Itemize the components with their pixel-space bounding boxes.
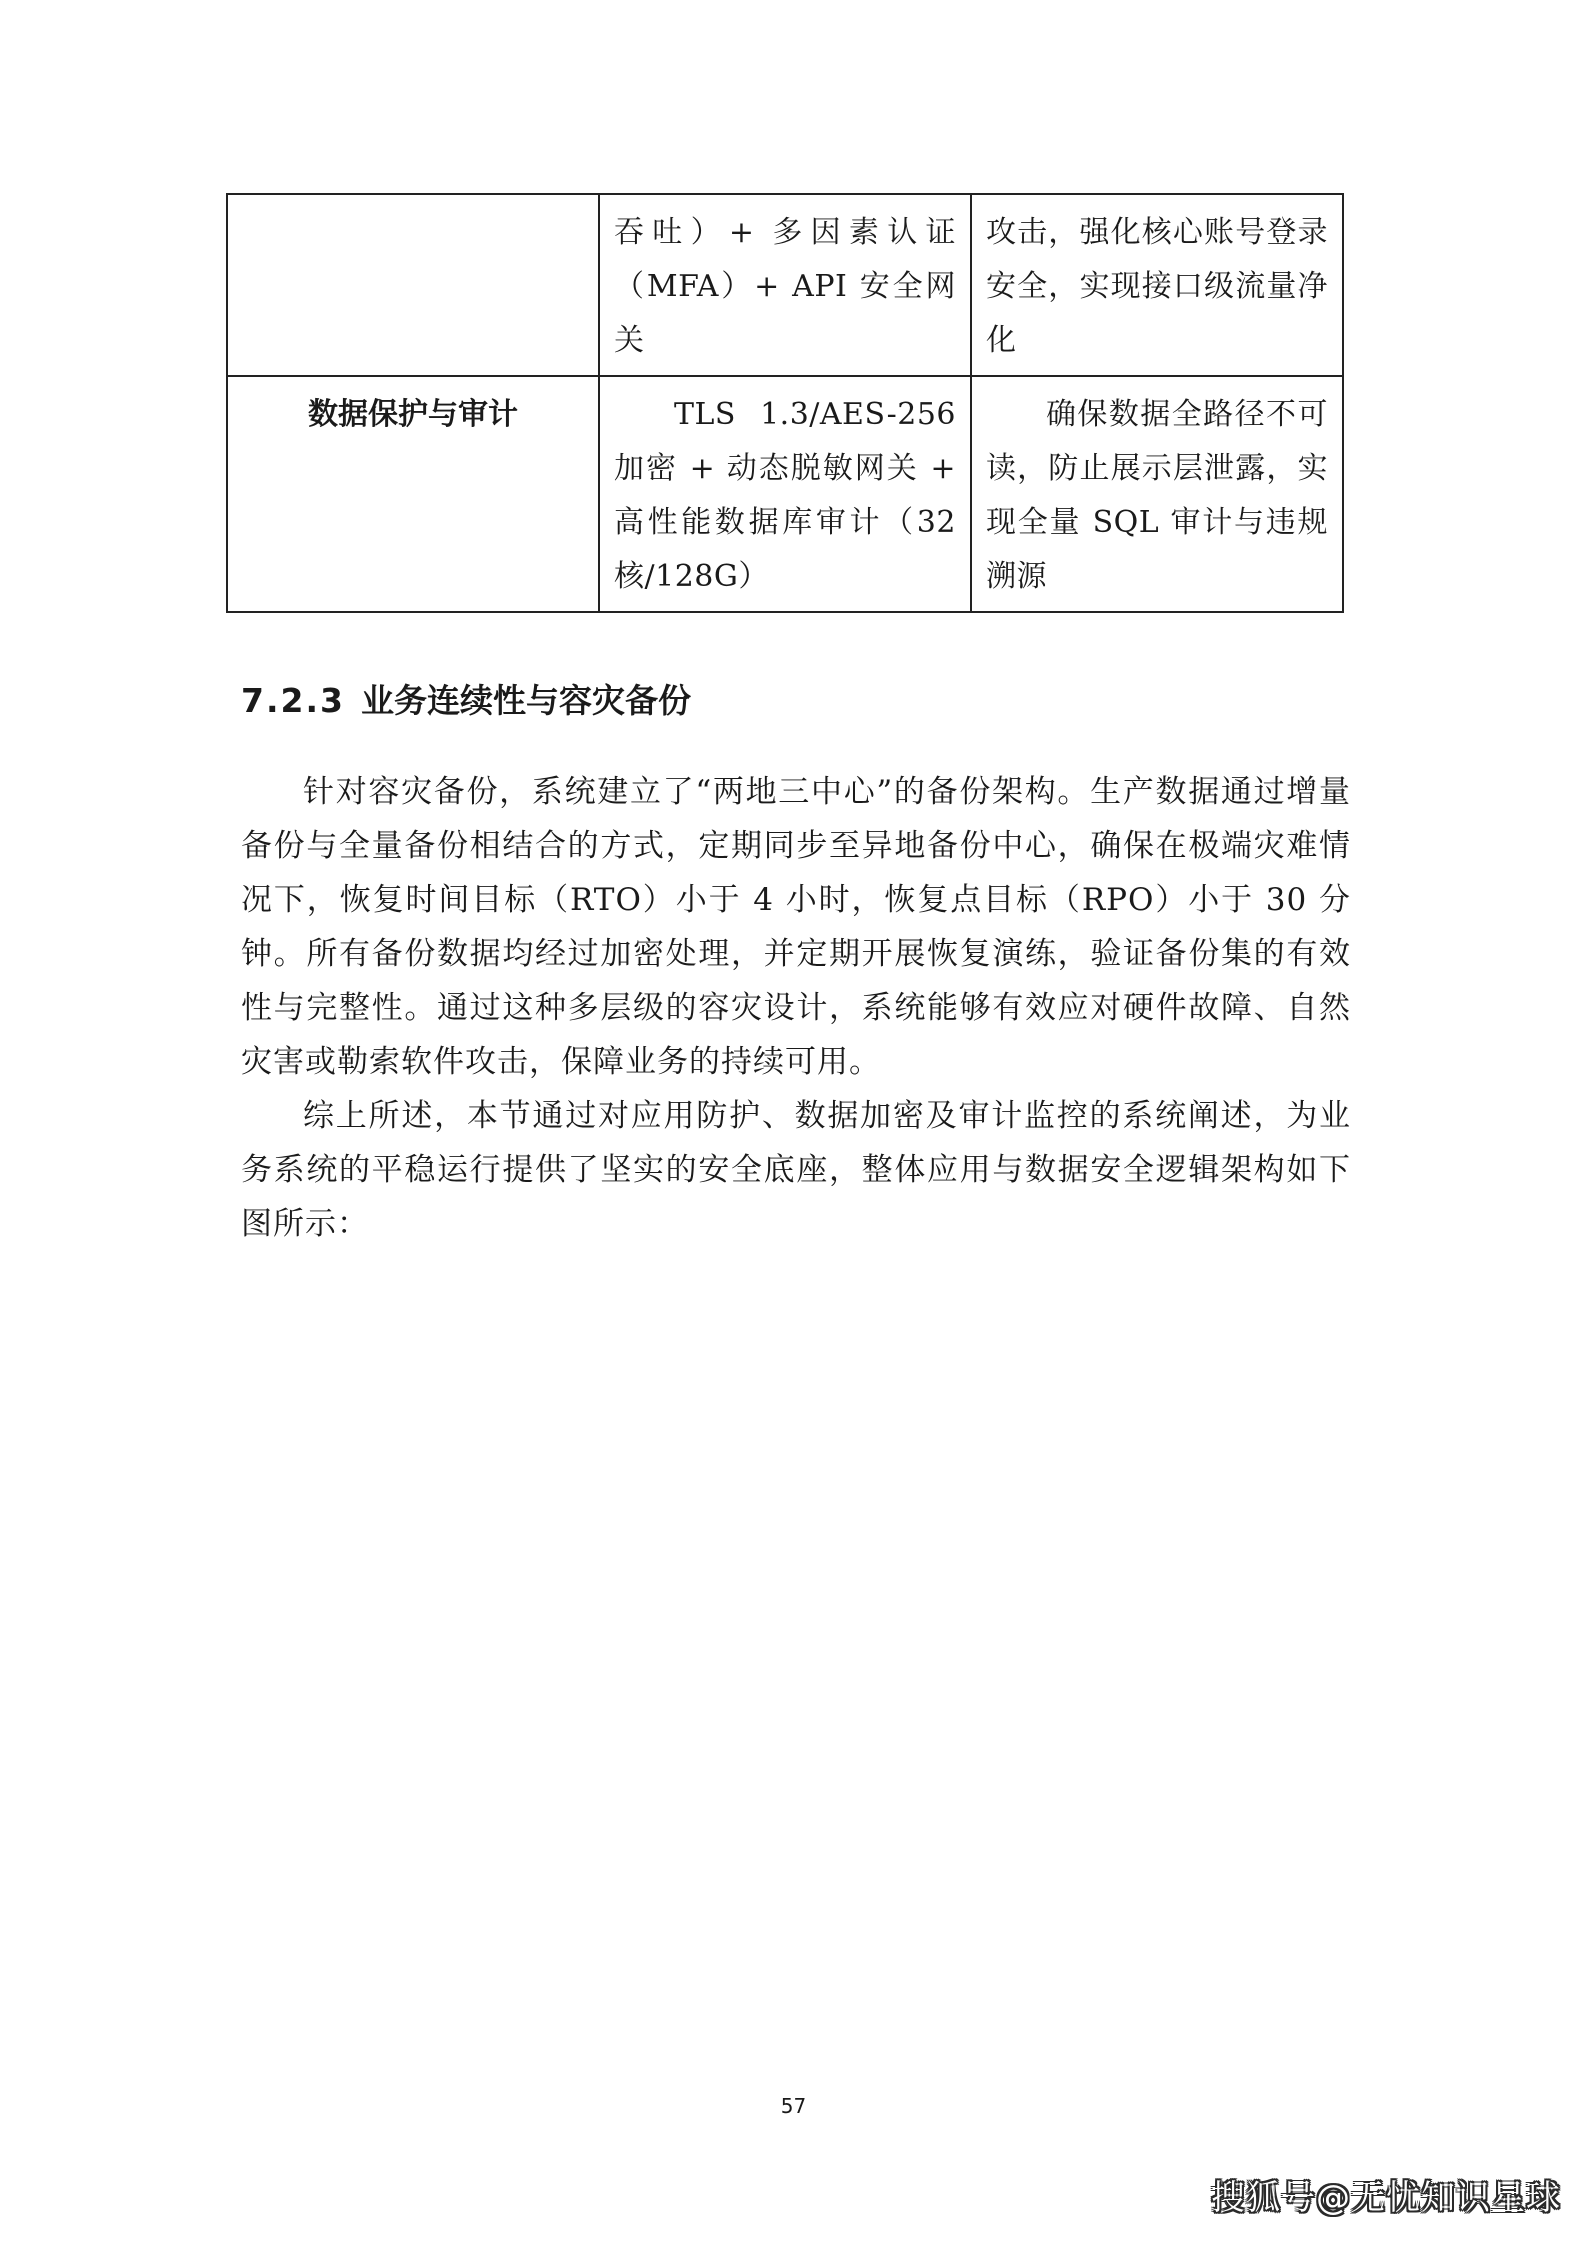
row-label-text: 数据保护与审计 <box>308 397 518 432</box>
paragraph: 针对容灾备份，系统建立了“两地三中心”的备份架构。生产数据通过增量备份与全量备份相结合的方式，定期同步至异地备份中心，确保在极端灾难情况下，恢复时间目标（RTO）小于 4 小时，恢复点目标（RPO）小于 30 分钟。所有备份数据均经过加密处理，并定期开展恢复演练，验证备份集的有效性与完整性。通过这种多层级的容灾设计，系统能够有效应对硬件故障、自然灾害或勒索软件攻击，保障业务的持续可用。 <box>241 774 1351 1080</box>
section-heading <box>241 676 691 726</box>
paragraph: 综上所述，本节通过对应用防护、数据加密及审计监控的系统阐述，为业务系统的平稳运行提供了坚实的安全底座，整体应用与数据安全逻辑架构如下图所示： <box>241 1098 1351 1242</box>
table-cell-effect <box>971 194 1343 376</box>
table-cell-technology <box>599 376 971 612</box>
page-number: 57 <box>780 2094 807 2118</box>
table-cell-effect <box>971 376 1343 612</box>
table-row <box>227 376 1343 612</box>
table-cell-label <box>227 376 599 612</box>
section-body <box>241 765 1351 1251</box>
effect-text: 攻击，强化核心账号登录安全，实现接口级流量净化 <box>986 215 1328 358</box>
effect-text: 确保数据全路径不可读，防止展示层泄露，实现全量 SQL 审计与违规溯源 <box>986 397 1328 594</box>
table-cell-label <box>227 194 599 376</box>
watermark: 搜狐号@无忧知识星球 <box>1211 2178 1561 2218</box>
section-title: 业务连续性与容灾备份 <box>360 681 691 720</box>
technology-text: 吞吐）+ 多因素认证（MFA）+ API 安全网关 <box>614 215 956 358</box>
section-number: 7.2.3 <box>241 681 345 720</box>
table-cell-technology <box>599 194 971 376</box>
security-measures-table <box>226 193 1344 613</box>
technology-text: TLS 1.3/AES-256 加密 + 动态脱敏网关 + 高性能数据库审计（32 核/128G） <box>614 397 956 594</box>
table-row <box>227 194 1343 376</box>
